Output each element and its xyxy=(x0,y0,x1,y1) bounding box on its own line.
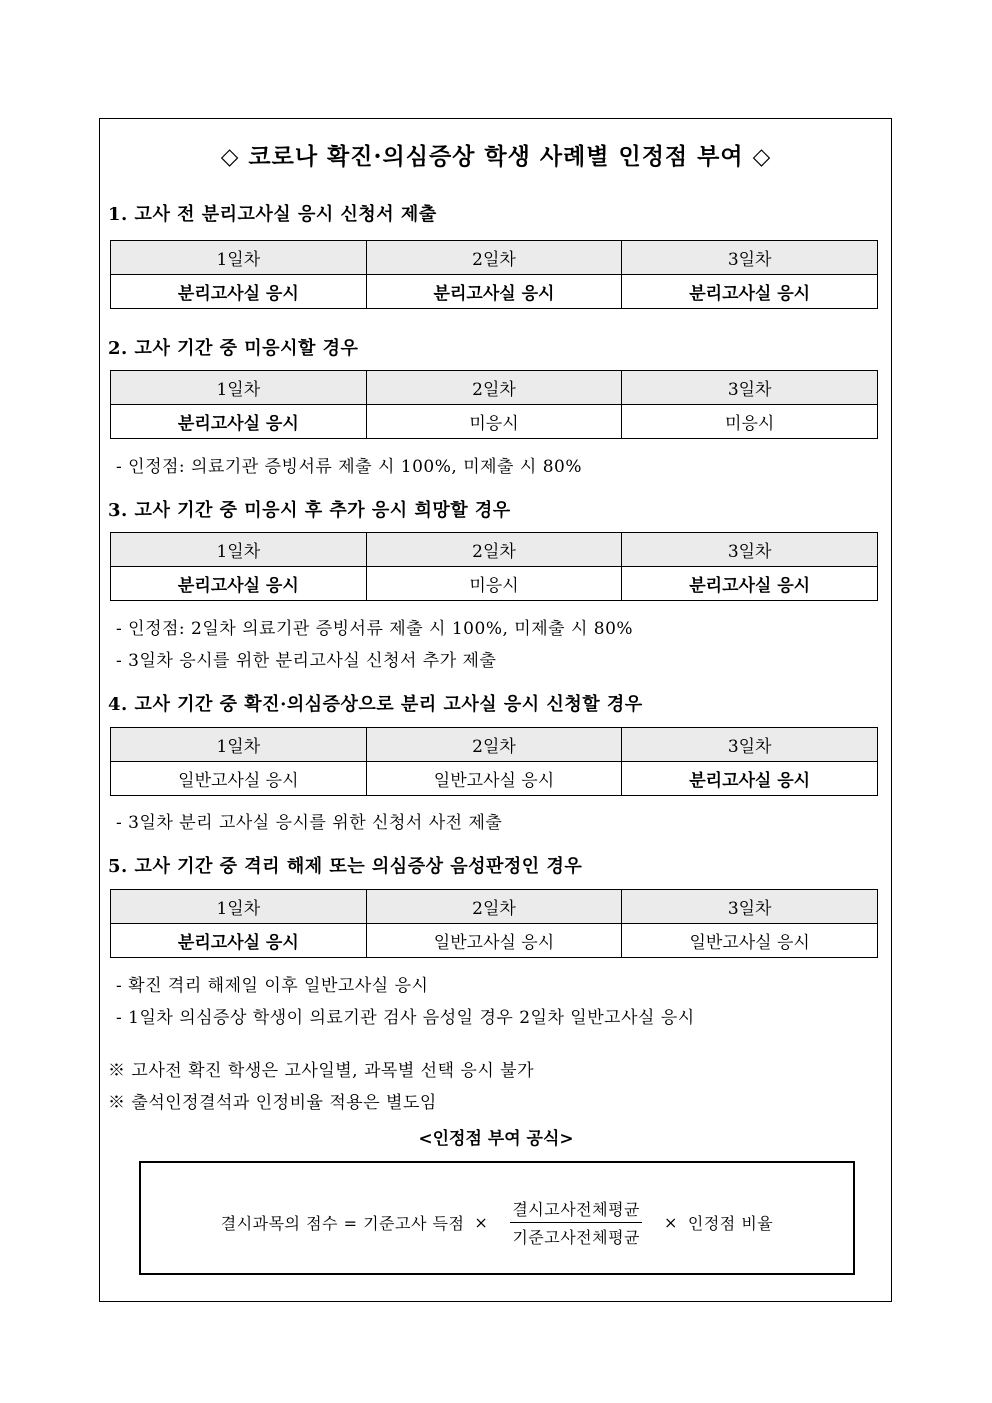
formula-title: <인정점 부여 공식> xyxy=(418,1129,574,1149)
formula-box xyxy=(139,1161,855,1275)
section-3-heading: 3. 고사 기간 중 미응시 후 추가 응시 희망할 경우 xyxy=(108,500,511,521)
formula xyxy=(141,1197,853,1248)
section-4-heading: 4. 고사 기간 중 확진·의심증상으로 분리 고사실 응시 신청할 경우 xyxy=(108,694,643,715)
page-title: ◇ 코로나 확진·의심증상 학생 사례별 인정점 부여 ◇ xyxy=(220,143,772,170)
day-3-header: 3일차 xyxy=(622,890,878,924)
day-3-header: 3일차 xyxy=(622,371,878,405)
day-1-header: 1일차 xyxy=(111,533,367,567)
day-1-cell: 분리고사실 응시 xyxy=(111,275,367,309)
day-2-header: 2일차 xyxy=(366,890,622,924)
day-3-header: 3일차 xyxy=(622,533,878,567)
section-2-table xyxy=(110,370,878,439)
section-1-heading: 1. 고사 전 분리고사실 응시 신청서 제출 xyxy=(108,204,437,225)
fraction-numerator: 결시고사전체평균 xyxy=(510,1197,642,1223)
day-3-header: 3일차 xyxy=(622,241,878,275)
section-3-table xyxy=(110,532,878,601)
formula-fraction xyxy=(510,1197,642,1248)
day-3-cell: 분리고사실 응시 xyxy=(622,275,878,309)
times-symbol: × xyxy=(474,1213,489,1232)
day-3-cell: 미응시 xyxy=(622,405,878,439)
section-2-heading: 2. 고사 기간 중 미응시할 경우 xyxy=(108,338,359,359)
day-1-header: 1일차 xyxy=(111,890,367,924)
day-1-header: 1일차 xyxy=(111,371,367,405)
day-1-header: 1일차 xyxy=(111,728,367,762)
section-4-note: - 3일차 분리 고사실 응시를 위한 신청서 사전 제출 xyxy=(116,813,503,833)
day-2-cell: 미응시 xyxy=(366,567,622,601)
day-3-cell: 일반고사실 응시 xyxy=(622,924,878,958)
day-1-cell: 일반고사실 응시 xyxy=(111,762,367,796)
day-2-cell: 분리고사실 응시 xyxy=(366,275,622,309)
day-3-cell: 분리고사실 응시 xyxy=(622,567,878,601)
day-3-header: 3일차 xyxy=(622,728,878,762)
day-3-cell: 분리고사실 응시 xyxy=(622,762,878,796)
section-1-table xyxy=(110,240,878,309)
formula-lhs: 결시과목의 점수 = 기준고사 득점 xyxy=(220,1214,465,1233)
formula-rhs: 인정점 비율 xyxy=(687,1214,774,1233)
section-3-note-2: - 3일차 응시를 위한 분리고사실 신청서 추가 제출 xyxy=(116,651,497,671)
day-2-header: 2일차 xyxy=(366,728,622,762)
day-1-cell: 분리고사실 응시 xyxy=(111,924,367,958)
day-1-header: 1일차 xyxy=(111,241,367,275)
section-4-table xyxy=(110,727,878,796)
day-2-cell: 일반고사실 응시 xyxy=(366,762,622,796)
section-5-note-2: - 1일차 의심증상 학생이 의료기관 검사 음성일 경우 2일차 일반고사실 응시 xyxy=(116,1008,695,1028)
remark-1: ※ 고사전 확진 학생은 고사일별, 과목별 선택 응시 불가 xyxy=(108,1061,534,1081)
day-1-cell: 분리고사실 응시 xyxy=(111,405,367,439)
fraction-denominator: 기준고사전체평균 xyxy=(512,1228,640,1247)
day-2-header: 2일차 xyxy=(366,371,622,405)
section-2-note: - 인정점: 의료기관 증빙서류 제출 시 100%, 미제출 시 80% xyxy=(116,457,582,477)
times-symbol: × xyxy=(663,1213,678,1232)
day-2-header: 2일차 xyxy=(366,241,622,275)
section-3-note-1: - 인정점: 2일차 의료기관 증빙서류 제출 시 100%, 미제출 시 80% xyxy=(116,619,634,639)
day-1-cell: 분리고사실 응시 xyxy=(111,567,367,601)
day-2-cell: 일반고사실 응시 xyxy=(366,924,622,958)
section-5-note-1: - 확진 격리 해제일 이후 일반고사실 응시 xyxy=(116,976,429,996)
section-5-table xyxy=(110,889,878,958)
section-5-heading: 5. 고사 기간 중 격리 해제 또는 의심증상 음성판정인 경우 xyxy=(108,856,583,877)
day-2-header: 2일차 xyxy=(366,533,622,567)
remark-2: ※ 출석인정결석과 인정비율 적용은 별도임 xyxy=(108,1093,437,1113)
day-2-cell: 미응시 xyxy=(366,405,622,439)
